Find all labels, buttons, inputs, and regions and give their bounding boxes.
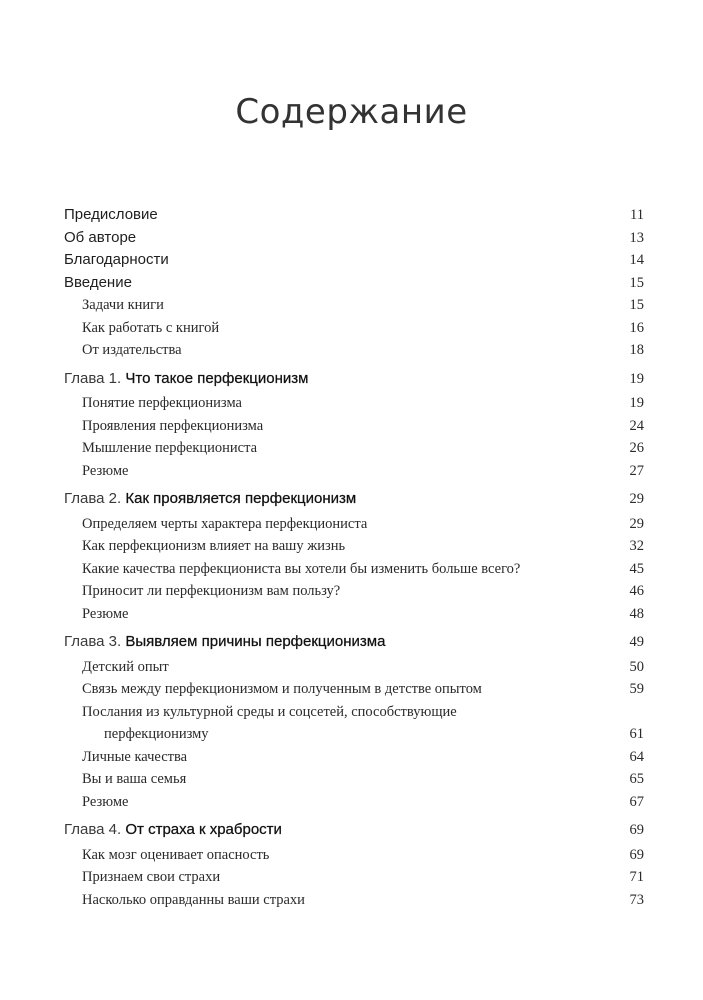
toc-chapter-entry bbox=[64, 819, 644, 842]
toc-entry bbox=[64, 768, 644, 791]
toc-entry bbox=[64, 678, 644, 701]
toc-entry-title: Об авторе bbox=[64, 228, 137, 246]
toc-entry-title bbox=[64, 631, 385, 654]
toc-page-number: 71 bbox=[629, 869, 644, 885]
toc-entry-title: Мышление перфекциониста bbox=[82, 440, 258, 456]
toc-entry-title: Проявления перфекционизма bbox=[82, 417, 264, 434]
toc-entry bbox=[64, 339, 644, 362]
toc-entry bbox=[64, 249, 644, 272]
toc-entry bbox=[64, 603, 644, 626]
toc-page-number: 61 bbox=[629, 726, 644, 742]
toc-entry-title: Как работать с книгой bbox=[82, 319, 220, 336]
toc-page-number: 13 bbox=[629, 229, 644, 246]
toc-page-number: 29 bbox=[629, 491, 644, 507]
toc-entry bbox=[64, 460, 644, 483]
toc-page-number: 11 bbox=[630, 207, 644, 223]
toc-entry-title: Личные качества bbox=[82, 748, 188, 765]
toc-page-number: 24 bbox=[629, 417, 644, 434]
toc-entry bbox=[64, 415, 644, 438]
toc-entry-title: Предисловие bbox=[64, 206, 158, 223]
toc-page-number: 46 bbox=[629, 583, 644, 599]
toc-page-number: 59 bbox=[629, 681, 644, 697]
toc-entry-title: Как перфекционизм влияет на вашу жизнь bbox=[82, 538, 346, 554]
toc-entry bbox=[64, 204, 644, 227]
toc-entry bbox=[64, 294, 644, 317]
toc-entry-title bbox=[64, 368, 308, 391]
chapter-number: Глава 4. bbox=[64, 821, 122, 838]
toc-page-number: 18 bbox=[629, 342, 644, 358]
toc-page-number: 48 bbox=[629, 605, 644, 622]
toc-entry-title: Понятие перфекционизма bbox=[82, 395, 242, 411]
page-title: Содержание bbox=[235, 92, 468, 132]
chapter-number: Глава 2. bbox=[64, 490, 122, 507]
toc-page-number: 15 bbox=[629, 297, 644, 313]
toc-entry-title: Вы и ваша семья bbox=[82, 771, 187, 787]
toc-entry-title: Определяем черты характера перфекциониста bbox=[82, 515, 368, 532]
toc-page-number: 26 bbox=[629, 440, 644, 456]
toc-entry-title: Послания из культурной среды и соцсетей, способствующие bbox=[82, 703, 457, 720]
toc-entry bbox=[64, 723, 644, 746]
chapter-number: Глава 3. bbox=[64, 633, 122, 650]
toc-page-number: 45 bbox=[629, 560, 644, 577]
toc-entry bbox=[64, 866, 644, 889]
table-of-contents bbox=[64, 204, 644, 911]
toc-entry bbox=[64, 317, 644, 340]
chapter-number: Глава 1. bbox=[64, 369, 122, 387]
toc-page-number: 50 bbox=[629, 658, 644, 675]
toc-entry-title: Связь между перфекционизмом и полученным в детстве опытом bbox=[82, 681, 482, 697]
toc-entry-title: Насколько оправданны ваши страхи bbox=[82, 891, 305, 908]
chapter-title: Что такое перфекционизм bbox=[125, 369, 309, 387]
toc-entry bbox=[64, 513, 644, 536]
toc-page-number: 19 bbox=[629, 395, 644, 411]
toc-entry bbox=[64, 889, 644, 912]
toc-entry-title: Признаем свои страхи bbox=[82, 869, 221, 885]
toc-entry bbox=[64, 227, 644, 250]
chapter-title: От страха к храбрости bbox=[125, 821, 282, 838]
toc-entry bbox=[64, 701, 644, 724]
toc-entry-title bbox=[64, 819, 282, 842]
toc-entry-title: Резюме bbox=[82, 605, 129, 622]
toc-entry bbox=[64, 558, 644, 581]
toc-page-number: 32 bbox=[629, 538, 644, 554]
toc-page-number: 64 bbox=[629, 748, 644, 765]
toc-entry bbox=[64, 580, 644, 603]
toc-page-number: 67 bbox=[629, 793, 644, 810]
toc-entry-title: От издательства bbox=[82, 342, 182, 358]
toc-entry-title: Приносит ли перфекционизм вам пользу? bbox=[82, 583, 341, 599]
toc-entry bbox=[64, 272, 644, 295]
toc-chapter-entry bbox=[64, 488, 644, 511]
chapter-title: Как проявляется перфекционизм bbox=[125, 490, 357, 507]
toc-page-number: 15 bbox=[629, 274, 644, 291]
toc-page-number: 73 bbox=[629, 891, 644, 908]
toc-page-number: 19 bbox=[629, 370, 644, 387]
toc-entry bbox=[64, 535, 644, 558]
toc-chapter-entry bbox=[64, 368, 644, 391]
toc-entry-title: Детский опыт bbox=[82, 658, 169, 675]
toc-page-number: 29 bbox=[629, 515, 644, 532]
toc-entry bbox=[64, 437, 644, 460]
toc-page-number: 16 bbox=[629, 319, 644, 336]
toc-entry-title: Как мозг оценивает опасность bbox=[82, 846, 270, 863]
toc-page-number: 27 bbox=[629, 462, 644, 479]
toc-entry-title: Резюме bbox=[82, 793, 129, 810]
toc-entry bbox=[64, 746, 644, 769]
toc-entry-title: Введение bbox=[64, 273, 132, 291]
toc-entry bbox=[64, 791, 644, 814]
toc-page-number: 65 bbox=[629, 771, 644, 787]
toc-entry-title: перфекционизму bbox=[104, 726, 209, 742]
toc-entry bbox=[64, 844, 644, 867]
toc-entry bbox=[64, 392, 644, 415]
toc-entry-title: Резюме bbox=[82, 462, 129, 479]
toc-entry bbox=[64, 656, 644, 679]
toc-page-number: 49 bbox=[629, 634, 644, 650]
toc-page-number: 69 bbox=[629, 822, 644, 838]
toc-chapter-entry bbox=[64, 631, 644, 654]
toc-page-number: 14 bbox=[629, 252, 644, 268]
toc-entry-title bbox=[64, 488, 356, 511]
toc-page-number: 69 bbox=[629, 846, 644, 863]
toc-entry-title: Благодарности bbox=[64, 251, 169, 268]
toc-entry-title: Задачи книги bbox=[82, 297, 164, 313]
chapter-title: Выявляем причины перфекционизма bbox=[125, 633, 386, 650]
toc-entry-title: Какие качества перфекциониста вы хотели бы изменить больше всего? bbox=[82, 560, 521, 577]
